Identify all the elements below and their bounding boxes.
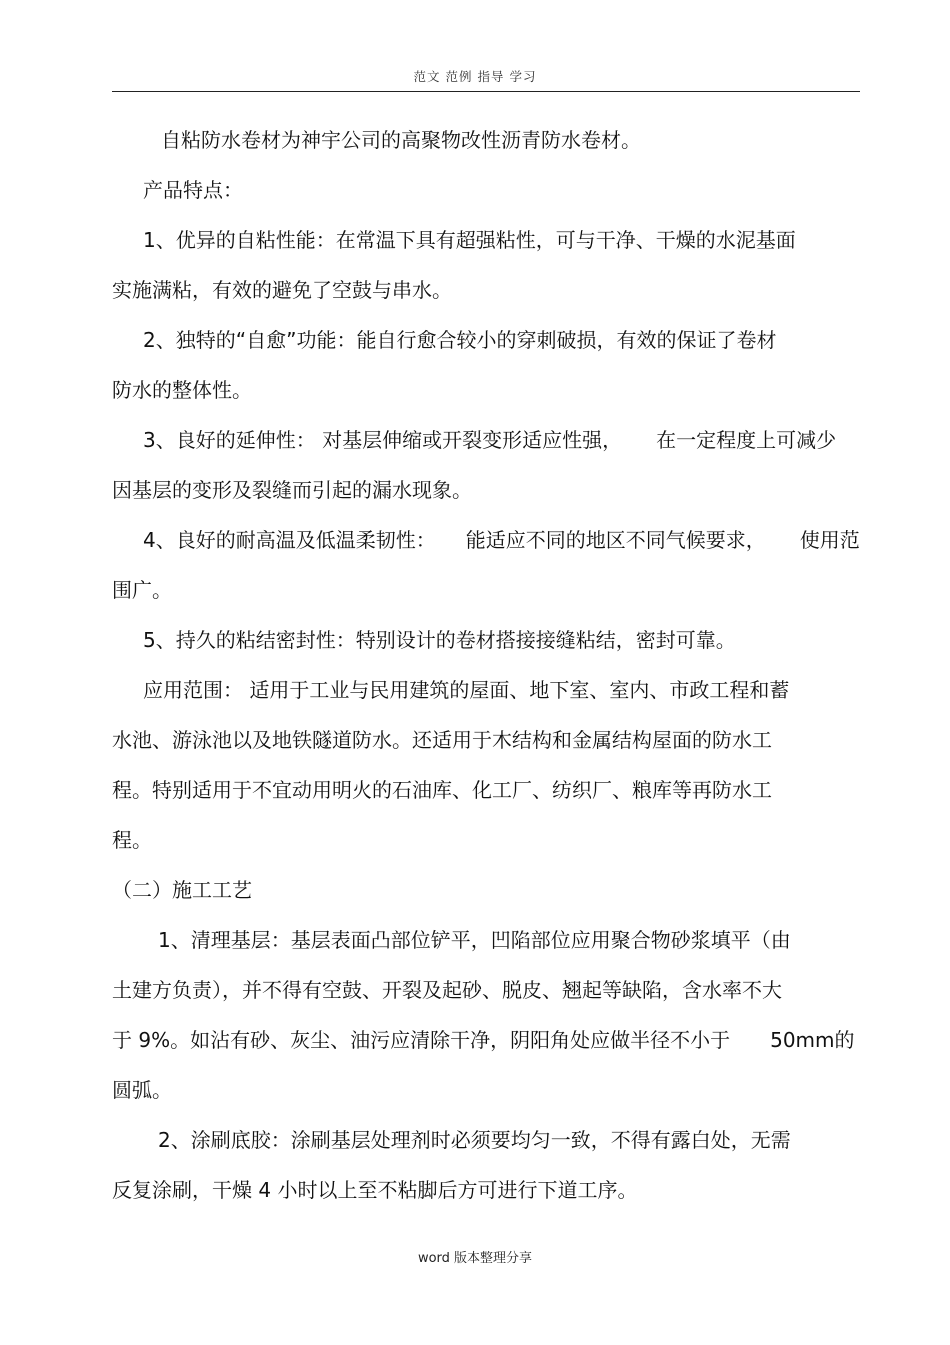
section-heading-construction: （二）施工工艺 xyxy=(112,878,252,902)
page-footer: word 版本整理分享 xyxy=(417,1251,533,1266)
page-header: 范文 范例 指导 学习 xyxy=(413,69,537,84)
text-line: 1、优异的自粘性能：在常温下具有超强粘性，可与干净、干燥的水泥基面 xyxy=(143,228,796,252)
text-line: 因基层的变形及裂缝而引起的漏水现象。 xyxy=(112,478,472,502)
text-line xyxy=(143,427,836,453)
section-heading-features: 产品特点： xyxy=(143,178,243,202)
text-line: 1、清理基层：基层表面凸部位铲平，凹陷部位应用聚合物砂浆填平（由 xyxy=(158,928,791,952)
text-line: 水池、游泳池以及地铁隧道防水。还适用于木结构和金属结构屋面的防水工 xyxy=(112,728,772,752)
text-line: 防水的整体性。 xyxy=(112,378,252,402)
text-line: 实施满粘，有效的避免了空鼓与串水。 xyxy=(112,278,452,302)
text-line: 围广。 xyxy=(112,578,172,602)
text-segment: 3、良好的延伸性： 对基层伸缩或开裂变形适应性强， xyxy=(143,428,623,452)
text-line: 2、涂刷底胶：涂刷基层处理剂时必须要均匀一致，不得有露白处，无需 xyxy=(158,1128,791,1152)
text-line xyxy=(112,1027,855,1053)
text-line: 程。特别适用于不宜动用明火的石油库、化工厂、纺织厂、粮库等再防水工 xyxy=(112,778,772,802)
text-segment: 50mm的 xyxy=(770,1028,855,1052)
text-line: 土建方负责），并不得有空鼓、开裂及起砂、脱皮、翘起等缺陷，含水率不大 xyxy=(112,978,782,1002)
text-line: 2、独特的“自愈”功能：能自行愈合较小的穿刺破损，有效的保证了卷材 xyxy=(143,328,777,352)
text-segment: 使用范 xyxy=(799,528,860,552)
text-line: 应用范围： 适用于工业与民用建筑的屋面、地下室、室内、市政工程和蓄 xyxy=(143,678,790,702)
text-segment: 于 9%。如沾有砂、灰尘、油污应清除干净，阴阳角处应做半径不小于 xyxy=(112,1028,731,1052)
text-segment: 能适应不同的地区不同气候要求， xyxy=(465,528,766,552)
text-line: 圆弧。 xyxy=(112,1078,172,1102)
text-segment: 在一定程度上可减少 xyxy=(656,428,837,452)
text-segment: 4、良好的耐高温及低温柔韧性： xyxy=(143,528,436,552)
header-rule xyxy=(112,91,860,92)
text-line: 自粘防水卷材为神宇公司的高聚物改性沥青防水卷材。 xyxy=(161,128,641,152)
text-line xyxy=(143,527,860,553)
text-line: 反复涂刷，干燥 4 小时以上至不粘脚后方可进行下道工序。 xyxy=(112,1178,638,1202)
text-line: 5、持久的粘结密封性：特别设计的卷材搭接接缝粘结，密封可靠。 xyxy=(143,628,736,652)
text-line: 程。 xyxy=(112,828,152,852)
